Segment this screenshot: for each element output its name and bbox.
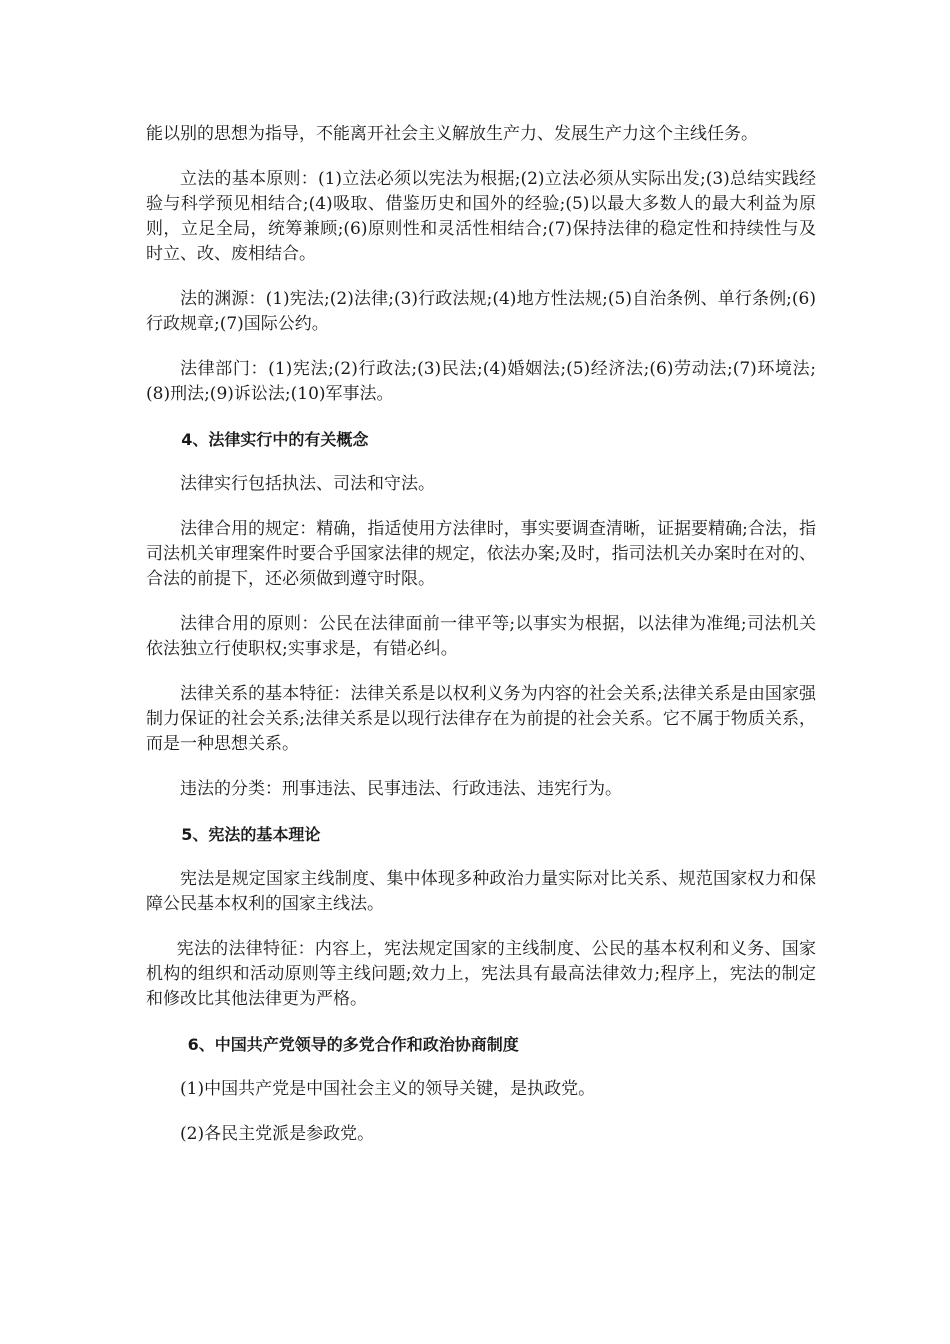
paragraph-constitution-features: 宪法的法律特征：内容上，宪法规定国家的主线制度、公民的基本权利和义务、国家机构的组织和活动原则等主线问题;效力上，宪法具有最高法律效力;程序上，宪法的制定和修改比其他法律更为严格。: [146, 939, 816, 1009]
paragraph-participating-parties: (2)各民主党派是参政党。: [180, 1124, 375, 1144]
section-heading-5: 5、宪法的基本理论: [181, 825, 321, 844]
paragraph-continuation: 能以别的思想为指导，不能离开社会主义解放生产力、发展生产力这个主线任务。: [146, 124, 758, 144]
paragraph-violation-types: 违法的分类：刑事违法、民事违法、行政违法、违宪行为。: [180, 779, 622, 799]
paragraph-legal-branches: 法律部门：(1)宪法;(2)行政法;(3)民法;(4)婚姻法;(5)经济法;(6)劳动法;(7)环境法;(8)刑法;(9)诉讼法;(10)军事法。: [146, 359, 816, 404]
paragraph-law-application-principles: 法律合用的原则：公民在法律面前一律平等;以事实为根据，以法律为准绳;司法机关依法独立行使职权;实事求是，有错必纠。: [146, 614, 816, 659]
paragraph-legal-relations: 法律关系的基本特征：法律关系是以权利义务为内容的社会关系;法律关系是由国家强制力保证的社会关系;法律关系是以现行法律存在为前提的社会关系。它不属于物质关系，而是一种思想关系。: [146, 684, 816, 754]
document-page: [146, 122, 816, 1167]
section-heading-4: 4、法律实行中的有关概念: [181, 430, 369, 449]
section-heading-6: 6、中国共产党领导的多党合作和政治协商制度: [187, 1035, 519, 1054]
paragraph-law-application-rules: 法律合用的规定：精确，指适使用方法律时，事实要调查清晰，证据要精确;合法，指司法机关审理案件时要合乎国家法律的规定，依法办案;及时，指司法机关办案时在对的、合法的前提下，还必须做到遵守时限。: [146, 519, 816, 589]
paragraph-legislation-principles: 立法的基本原则：(1)立法必须以宪法为根据;(2)立法必须从实际出发;(3)总结实践经验与科学预见相结合;(4)吸取、借鉴历史和国外的经验;(5)以最大多数人的最大利益为原则，立足全局，统筹兼顾;(6)原则性和灵活性相结合;(7)保持法律的稳定性和持续性与及时立、改、废相结合。: [146, 169, 816, 264]
paragraph-sources-of-law: 法的渊源：(1)宪法;(2)法律;(3)行政法规;(4)地方性法规;(5)自治条例、单行条例;(6)行政规章;(7)国际公约。: [146, 289, 816, 334]
paragraph-ruling-party: (1)中国共产党是中国社会主义的领导关键，是执政党。: [180, 1079, 596, 1099]
paragraph-law-implementation: 法律实行包括执法、司法和守法。: [180, 474, 435, 494]
paragraph-constitution-definition: 宪法是规定国家主线制度、集中体现多种政治力量实际对比关系、规范国家权力和保障公民基本权利的国家主线法。: [146, 869, 816, 914]
